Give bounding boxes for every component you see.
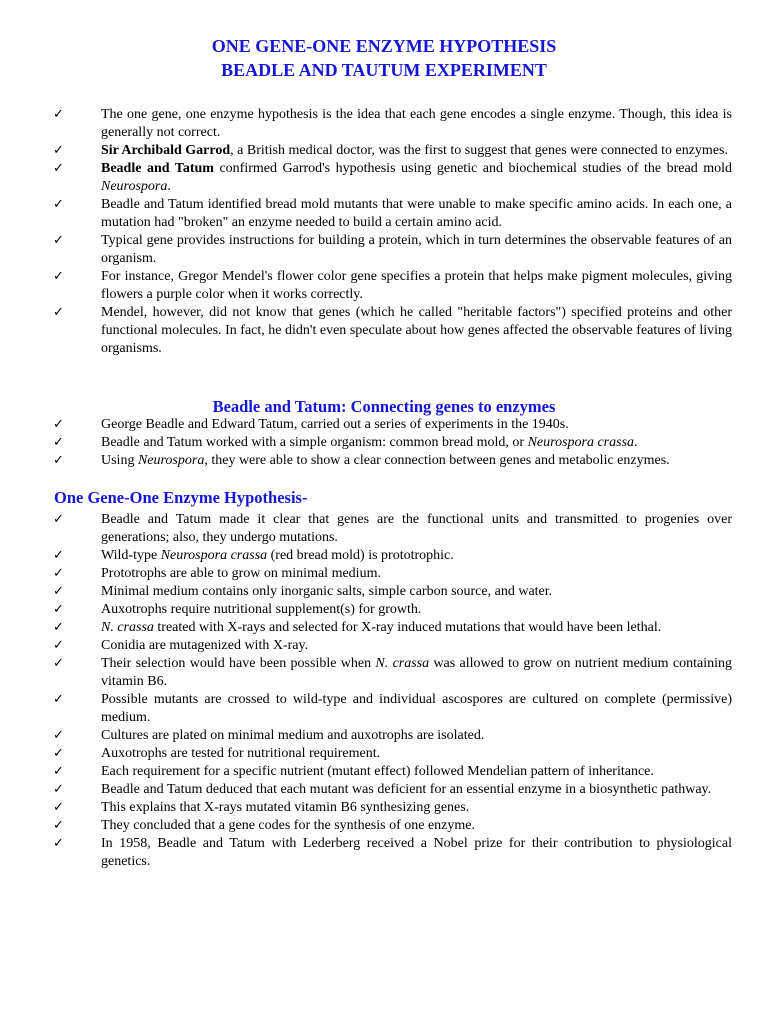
list-item-text <box>101 434 732 452</box>
checkmark-icon: ✓ <box>53 602 64 617</box>
text-run: (red bread mold) is prototrophic. <box>267 548 454 563</box>
list-item <box>0 655 768 691</box>
checkmark-icon: ✓ <box>53 836 64 851</box>
text-run: Minimal medium contains only inorganic salts, simple carbon source, and water. <box>101 584 553 599</box>
text-run: Each requirement for a specific nutrient (mutant effect) followed Mendelian pattern of inheritance. <box>101 764 654 779</box>
text-run: For instance, Gregor Mendel's flower color gene specifies a protein that helps make pigment molecules, giving flowers a purple color when it works correctly. <box>101 269 732 302</box>
list-item-text <box>101 196 732 232</box>
italic-text: Neurospora <box>101 179 168 194</box>
list-item-text <box>101 583 732 601</box>
text-run: Beadle and Tatum made it clear that genes are the functional units and transmitted to progenies over generations; also, they undergo mutations. <box>101 512 732 545</box>
text-run: In 1958, Beadle and Tatum with Lederberg received a Nobel prize for their contribution to physiological genetics. <box>101 836 732 869</box>
document-title-line-1: ONE GENE-ONE ENZYME HYPOTHESIS <box>211 36 557 56</box>
text-run: George Beadle and Edward Tatum, carried out a series of experiments in the 1940s. <box>101 417 569 432</box>
list-item <box>0 196 768 232</box>
section-heading-hypothesis: One Gene-One Enzyme Hypothesis- <box>54 488 308 507</box>
list-item <box>0 817 768 835</box>
checkmark-icon: ✓ <box>53 656 64 671</box>
checkmark-icon: ✓ <box>53 746 64 761</box>
checkmark-icon: ✓ <box>53 728 64 743</box>
text-run: They concluded that a gene codes for the synthesis of one enzyme. <box>101 818 475 833</box>
checkmark-icon: ✓ <box>53 417 64 432</box>
checkmark-icon: ✓ <box>53 548 64 563</box>
list-item-text <box>101 106 732 142</box>
text-run: Auxotrophs require nutritional supplement(s) for growth. <box>101 602 422 617</box>
checkmark-icon: ✓ <box>53 512 64 527</box>
checkmark-icon: ✓ <box>53 782 64 797</box>
list-item <box>0 565 768 583</box>
text-run: Cultures are plated on minimal medium and auxotrophs are isolated. <box>101 728 485 743</box>
list-item <box>0 745 768 763</box>
list-item <box>0 637 768 655</box>
text-run: The one gene, one enzyme hypothesis is the idea that each gene encodes a single enzyme. Though, this idea is generally not correct. <box>101 107 732 140</box>
text-run: Beadle and Tatum deduced that each mutant was deficient for an essential enzyme in a biosynthetic pathway. <box>101 782 712 797</box>
intro-checklist <box>0 106 768 358</box>
text-run: . <box>167 179 171 194</box>
text-run: , a British medical doctor, was the first to suggest that genes were connected to enzymes. <box>230 143 728 158</box>
list-item-text <box>101 511 732 547</box>
list-item <box>0 601 768 619</box>
checkmark-icon: ✓ <box>53 107 64 122</box>
list-item-text <box>101 268 732 304</box>
checkmark-icon: ✓ <box>53 453 64 468</box>
checkmark-icon: ✓ <box>53 566 64 581</box>
list-item <box>0 835 768 871</box>
italic-text: N. crassa <box>101 620 154 635</box>
list-item <box>0 268 768 304</box>
list-item <box>0 452 768 470</box>
list-item <box>0 511 768 547</box>
bold-text: Sir Archibald Garrod <box>101 143 231 158</box>
list-item-text <box>101 619 732 637</box>
hypothesis-checklist <box>0 511 768 871</box>
list-item-text <box>101 160 732 196</box>
list-item <box>0 781 768 799</box>
list-item <box>0 727 768 745</box>
text-run: Possible mutants are crossed to wild-type and individual ascospores are cultured on complete (permissive) medium. <box>101 692 732 725</box>
bold-text: Beadle and Tatum <box>101 161 214 176</box>
list-item <box>0 691 768 727</box>
list-item <box>0 416 768 434</box>
section-heading-connecting-genes: Beadle and Tatum: Connecting genes to enzymes <box>212 397 556 416</box>
italic-text: Neurospora <box>137 453 205 468</box>
list-item <box>0 583 768 601</box>
list-item <box>0 799 768 817</box>
list-item <box>0 304 768 358</box>
list-item-text <box>101 727 732 745</box>
list-item-text <box>101 781 732 799</box>
list-item-text <box>101 763 732 781</box>
text-run: Their selection would have been possible when <box>101 656 376 671</box>
checkmark-icon: ✓ <box>53 584 64 599</box>
checkmark-icon: ✓ <box>53 197 64 212</box>
list-item-text <box>101 817 732 835</box>
list-item <box>0 142 768 160</box>
checkmark-icon: ✓ <box>53 620 64 635</box>
list-item-text <box>101 565 732 583</box>
connecting-genes-checklist <box>0 416 768 470</box>
list-item-text <box>101 799 732 817</box>
checkmark-icon: ✓ <box>53 638 64 653</box>
checkmark-icon: ✓ <box>53 764 64 779</box>
checkmark-icon: ✓ <box>53 143 64 158</box>
text-run: Prototrophs are able to grow on minimal medium. <box>101 566 381 581</box>
checkmark-icon: ✓ <box>53 818 64 833</box>
text-run: confirmed Garrod's hypothesis using genetic and biochemical studies of the bread mold <box>213 161 732 176</box>
italic-text: Neurospora crassa <box>160 548 268 563</box>
text-run: Wild-type <box>101 548 161 563</box>
list-item-text <box>101 304 732 358</box>
list-item-text <box>101 691 732 727</box>
list-item <box>0 763 768 781</box>
text-run: Conidia are mutagenized with X-ray. <box>101 638 309 653</box>
checkmark-icon: ✓ <box>53 269 64 284</box>
list-item-text <box>101 547 732 565</box>
text-run: treated with X-rays and selected for X-ray induced mutations that would have been lethal. <box>153 620 662 635</box>
list-item <box>0 106 768 142</box>
text-run: , they were able to show a clear connection between genes and metabolic enzymes. <box>204 453 670 468</box>
checkmark-icon: ✓ <box>53 692 64 707</box>
list-item <box>0 232 768 268</box>
text-run: This explains that X-rays mutated vitamin B6 synthesizing genes. <box>101 800 470 815</box>
list-item <box>0 619 768 637</box>
checkmark-icon: ✓ <box>53 305 64 320</box>
document-title-line-2: BEADLE AND TAUTUM EXPERIMENT <box>221 60 547 80</box>
list-item-text <box>101 745 732 763</box>
text-run: . <box>634 435 638 450</box>
list-item-text <box>101 232 732 268</box>
text-run: Auxotrophs are tested for nutritional requirement. <box>101 746 381 761</box>
text-run: was allowed to grow on nutrient medium containing vitamin B6. <box>101 656 732 689</box>
list-item <box>0 160 768 196</box>
text-run: Beadle and Tatum worked with a simple organism: common bread mold, or <box>101 435 528 450</box>
list-item-text <box>101 637 732 655</box>
text-run: Typical gene provides instructions for building a protein, which in turn determines the observable features of an organism. <box>101 233 732 266</box>
checkmark-icon: ✓ <box>53 233 64 248</box>
text-run: Beadle and Tatum identified bread mold mutants that were unable to make specific amino acids. In each one, a mutation had "broken" an enzyme needed to build a certain amino acid. <box>101 197 732 230</box>
list-item-text <box>101 452 732 470</box>
italic-text: Neurospora crassa <box>527 435 635 450</box>
checkmark-icon: ✓ <box>53 800 64 815</box>
list-item <box>0 434 768 452</box>
text-run: Using <box>101 453 138 468</box>
checkmark-icon: ✓ <box>53 161 64 176</box>
list-item-text <box>101 416 732 434</box>
list-item <box>0 547 768 565</box>
checkmark-icon: ✓ <box>53 435 64 450</box>
list-item-text <box>101 835 732 871</box>
list-item-text <box>101 601 732 619</box>
text-run: Mendel, however, did not know that genes (which he called "heritable factors") specified proteins and other functional molecules. In fact, he didn't even speculate about how genes affected the observable features of living organisms. <box>101 305 732 356</box>
list-item-text <box>101 655 732 691</box>
list-item-text <box>101 142 732 160</box>
italic-text: N. crassa <box>375 656 430 671</box>
